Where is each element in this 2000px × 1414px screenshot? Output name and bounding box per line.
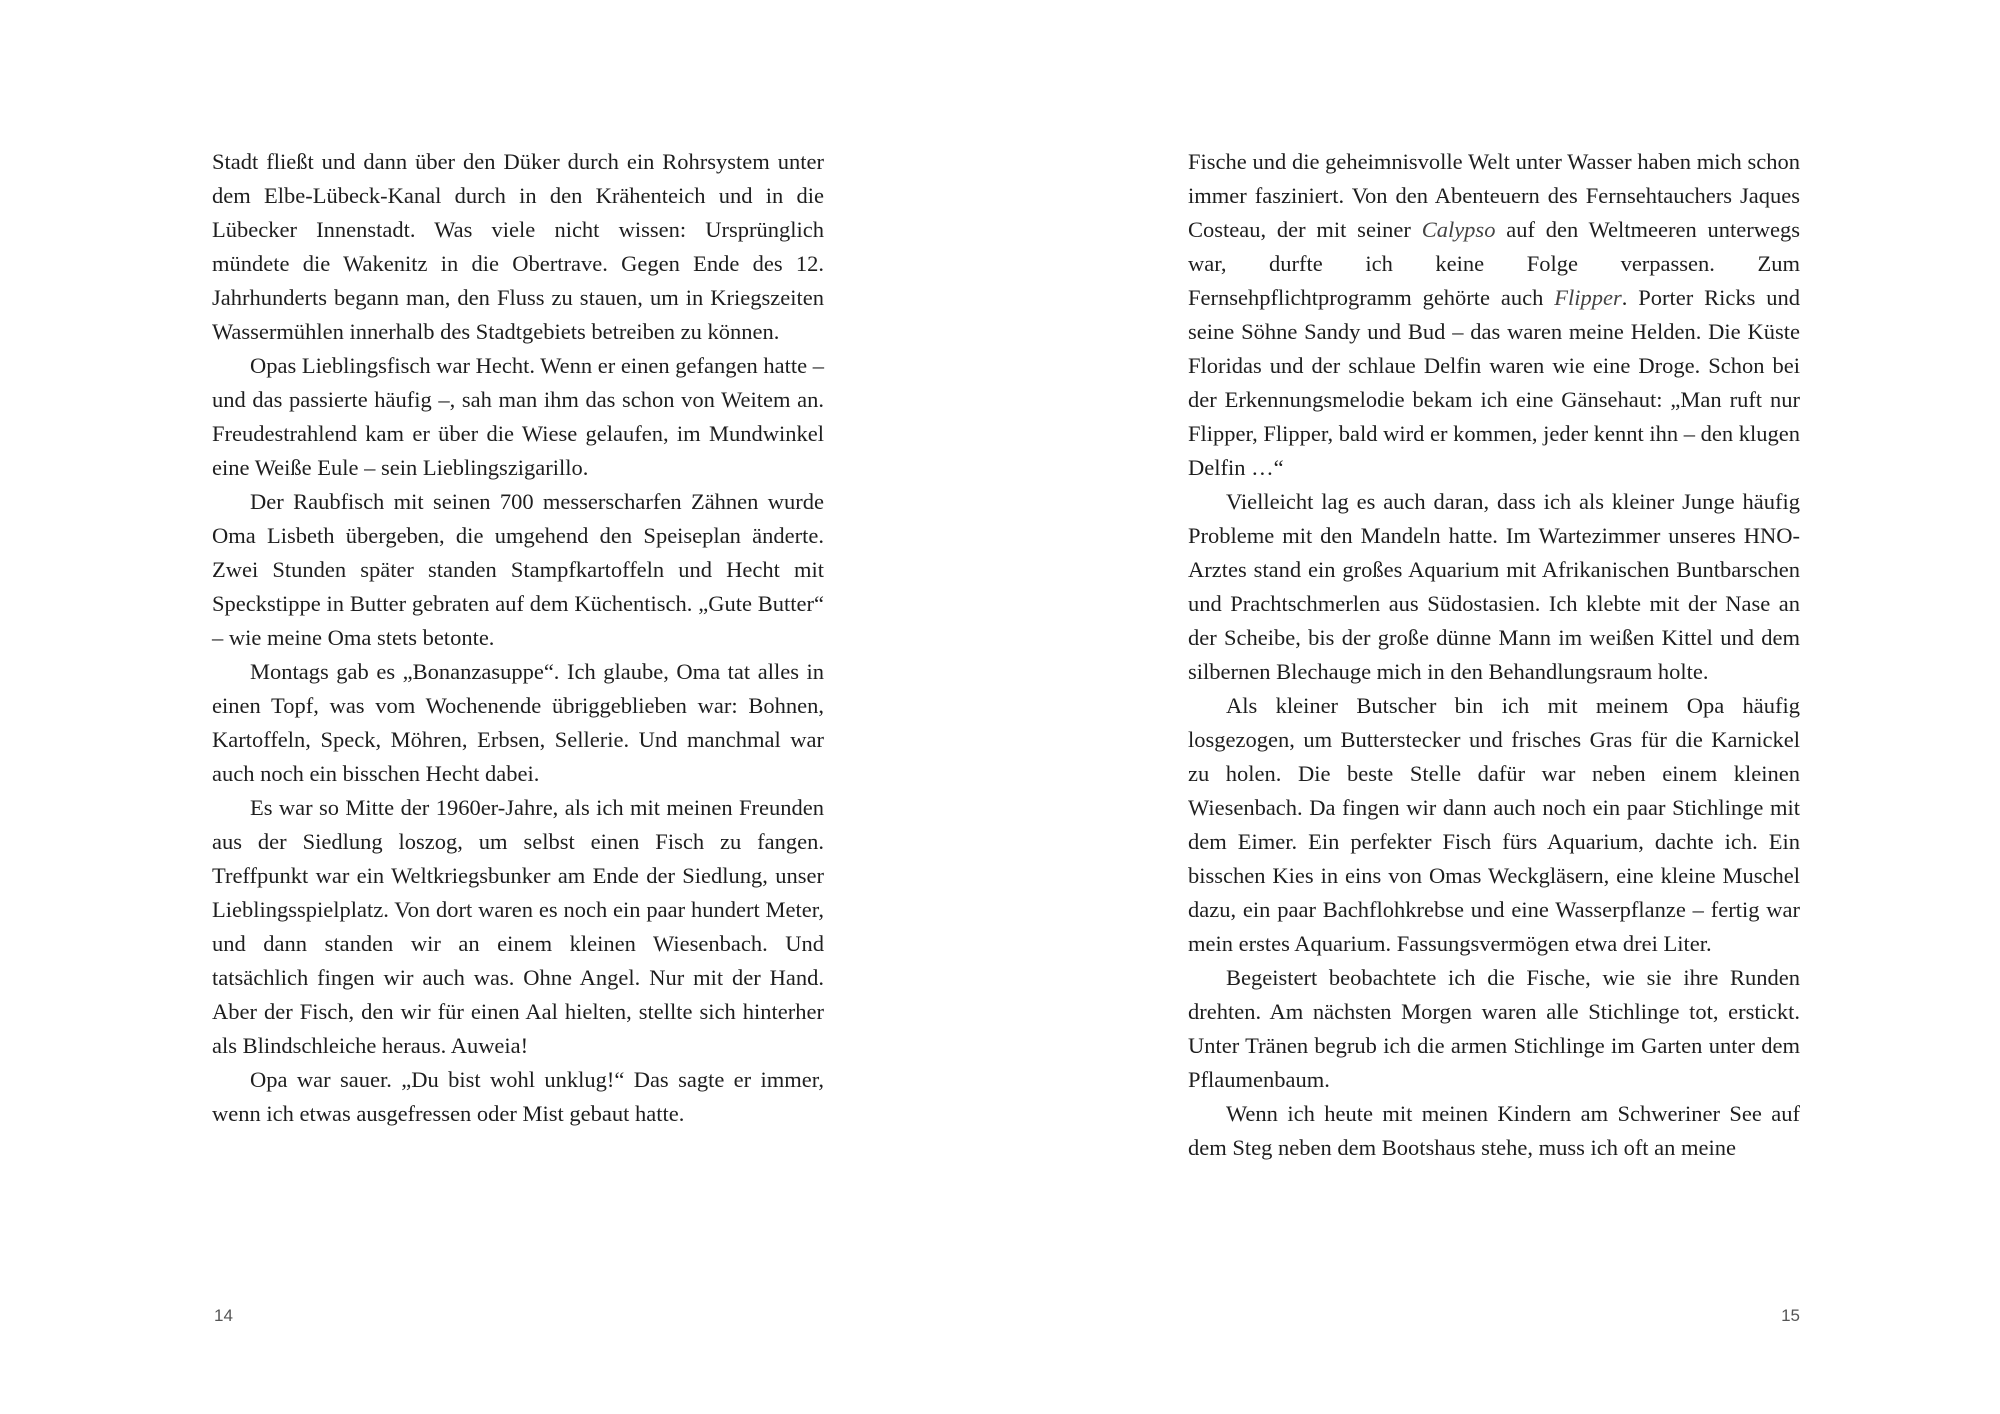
text-run: Fische und die geheimnisvolle Welt unter Wasser haben mich schon immer fasziniert. Von den Abenteuern des Fernsehtauchers Jaques Costeau, der mit seiner — [1188, 149, 1800, 242]
paragraph-continuation — [1188, 145, 1800, 485]
paragraph: Als kleiner Butscher bin ich mit meinem Opa häufig losgezogen, um Butterstecker und frisches Gras für die Karnickel zu holen. Die beste Stelle dafür war neben einem kleinen Wiesenbach. Da fingen wir dann auch noch ein paar Stichlinge mit dem Eimer. Ein perfekter Fisch fürs Aquarium, dachte ich. Ein bisschen Kies in eins von Omas Weckgläsern, eine kleine Muschel dazu, ein paar Bachflohkrebse und eine Wasserpflanze – fertig war mein erstes Aquarium. Fassungsvermögen etwa drei Liter. — [1188, 693, 1800, 956]
right-page-body — [1188, 145, 1800, 1165]
paragraph: Opas Lieblingsfisch war Hecht. Wenn er einen gefangen hatte – und das passierte häufig –, sah man ihm das schon von Weitem an. Freudestrahlend kam er über die Wiese gelaufen, im Mundwinkel eine Weiße Eule – sein Lieblingszigarillo. — [212, 353, 824, 480]
paragraph: Begeistert beobachtete ich die Fische, wie sie ihre Runden drehten. Am nächsten Morgen waren alle Stichlinge tot, erstickt. Unter Tränen begrub ich die armen Stichlinge im Garten unter dem Pflaumenbaum. — [1188, 965, 1800, 1092]
paragraph: Montags gab es „Bonanzasuppe“. Ich glaube, Oma tat alles in einen Topf, was vom Wochenende übriggeblieben war: Bohnen, Kartoffeln, Speck, Möhren, Erbsen, Sellerie. Und manchmal war auch noch ein bisschen Hecht dabei. — [212, 659, 824, 786]
paragraph-continuation: Stadt fließt und dann über den Düker durch ein Rohrsystem unter dem Elbe-Lübeck-Kanal durch in den Krähenteich und in die Lübecker Innenstadt. Was viele nicht wissen: Ursprünglich mündete die Wakenitz in die Obertrave. Gegen Ende des 12. Jahrhunderts begann man, den Fluss zu stauen, um in Kriegszeiten Wassermühlen innerhalb des Stadtgebiets betreiben zu können. — [212, 149, 824, 344]
text-run: . Porter Ricks und seine Söhne Sandy und Bud – das waren meine Helden. Die Küste Floridas und der schlaue Delfin waren wie eine Droge. Schon bei der Erkennungsmelodie bekam ich eine Gänsehaut: „Man ruft nur Flipper, Flipper, bald wird er kommen, jeder kennt ihn – den klugen Delfin …“ — [1188, 285, 1800, 480]
left-page-body — [212, 145, 824, 1131]
italic-title-flipper: Flipper — [1554, 285, 1622, 310]
italic-title-calypso: Calypso — [1421, 217, 1496, 242]
right-page — [1000, 0, 2000, 1414]
paragraph: Wenn ich heute mit meinen Kindern am Schweriner See auf dem Steg neben dem Bootshaus stehe, muss ich oft an meine — [1188, 1101, 1800, 1160]
paragraph: Es war so Mitte der 1960er-Jahre, als ich mit meinen Freunden aus der Siedlung loszog, um selbst einen Fisch zu fangen. Treffpunkt war ein Weltkriegsbunker am Ende der Siedlung, unser Lieblingsspielplatz. Von dort waren es noch ein paar hundert Meter, und dann standen wir an einem kleinen Wiesenbach. Und tatsächlich fingen wir auch was. Ohne Angel. Nur mit der Hand. Aber der Fisch, den wir für einen Aal hielten, stellte sich hinterher als Blindschleiche heraus. Auweia! — [212, 795, 824, 1058]
paragraph: Opa war sauer. „Du bist wohl unklug!“ Das sagte er immer, wenn ich etwas ausgefressen oder Mist gebaut hatte. — [212, 1067, 824, 1126]
paragraph: Vielleicht lag es auch daran, dass ich als kleiner Junge häufig Probleme mit den Mandeln hatte. Im Wartezimmer unseres HNO-Arztes stand ein großes Aquarium mit Afrikanischen Buntbarschen und Prachtschmerlen aus Südostasien. Ich klebte mit der Nase an der Scheibe, bis der große dünne Mann im weißen Kittel und dem silbernen Blechauge mich in den Behandlungsraum holte. — [1188, 489, 1800, 684]
page-number: 15 — [1781, 1306, 1800, 1325]
text-run: auf den Weltmeeren unterwegs war, durfte ich keine Folge verpassen. Zum Fernsehpflichtprogramm gehörte auch — [1188, 217, 1800, 310]
paragraph: Der Raubfisch mit seinen 700 messerscharfen Zähnen wurde Oma Lisbeth übergeben, die umgehend den Speiseplan änderte. Zwei Stunden später standen Stampfkartoffeln und Hecht mit Speckstippe in Butter gebraten auf dem Küchentisch. „Gute Butter“ – wie meine Oma stets betonte. — [212, 489, 824, 650]
page-number: 14 — [214, 1306, 233, 1325]
